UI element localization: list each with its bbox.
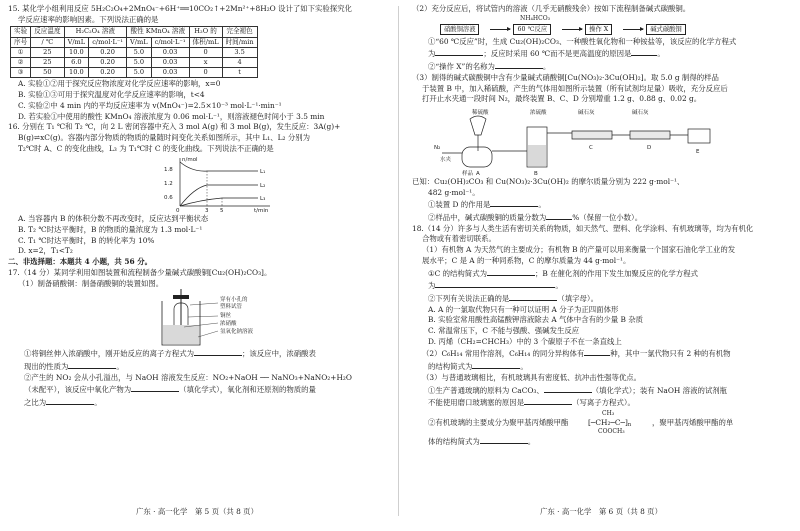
q18-3-b-text-2: ，聚甲基丙烯酸甲酯的单 — [652, 417, 734, 427]
page-footer: 广东 · 高一化学 第 5 页（共 8 页） — [136, 507, 258, 517]
table-header-cell: c/mol·L⁻¹ — [89, 37, 127, 47]
apparatus-label: C — [589, 144, 593, 151]
q17-1-a-line-2: 现出的性质为 。 — [24, 361, 124, 371]
arrow-icon — [623, 29, 643, 30]
left-page — [8, 4, 386, 522]
table-header-cell: c/mol·L⁻¹ — [151, 37, 189, 47]
apparatus-label: D — [647, 144, 652, 151]
q17-2-a-line-1: ①“60 ℃反应”时，生成 Cu₂(OH)₂CO₃、一种酸性氧化物和一种铵盐等，该反应的化学方程式 — [428, 36, 737, 46]
q16-option-b: B. T₂ ℃时达平衡时，B 的物质的量浓度为 1.3 mol·L⁻¹ — [18, 225, 203, 235]
answer-blank[interactable] — [131, 383, 179, 392]
flow-step: 操作 X — [585, 24, 612, 35]
q15-stem-line-1: 15. 某化学小组利用反应 5H₂C₂O₄+2MnO₄⁻+6H⁺══10CO₂↑+2Mn²⁺+8H₂O 设计了如下实验探究化 — [8, 4, 352, 13]
experiment-table — [10, 26, 258, 78]
table-header-cell: 酸性 KMnO₄ 溶液 — [127, 27, 189, 37]
table-cell: 10.0 — [64, 68, 89, 78]
apparatus-label: 穿有小孔的 — [220, 297, 248, 304]
q16-stem-line-3: T₂℃时 A、C 的变化曲线，L₃ 为 T₁℃时 C 的变化曲线。下列说法不正确的是 — [18, 143, 274, 153]
flow-step: 硝酸铜溶液 — [440, 24, 479, 35]
answer-blank[interactable] — [546, 211, 572, 220]
q18-3-a-line-2: 不能使用磨口玻璃塞的原因是 （写离子方程式）。 — [428, 398, 635, 408]
q17-2-a-line-2: 为 ；反应时采用 60 ℃而不是更高温度的原因是 。 — [428, 49, 665, 59]
table-row — [11, 68, 258, 78]
table-cell: 0.03 — [151, 58, 189, 68]
table-header-cell: 序号 — [11, 37, 31, 47]
graph-curve-l3 — [180, 198, 258, 206]
flow-reagent: NH₄HCO₃ — [520, 14, 551, 22]
flow-step: 碱式碳酸铜 — [646, 24, 685, 35]
answer-blank[interactable] — [487, 267, 535, 276]
q17-1-b-line-1: ②产生的 NO₂ 会从小孔溢出，与 NaOH 溶液发生反应：NO₂+NaOH ── NaNO₃+NaNO₂+H₂O — [24, 372, 352, 382]
table-cell: ① — [11, 47, 31, 57]
answer-blank[interactable] — [68, 360, 116, 369]
answer-blank[interactable] — [584, 347, 610, 356]
q16-option-d: D. x=2，T₁<T₂ — [18, 246, 73, 256]
polymer-methyl: CH₃ — [602, 409, 615, 417]
answer-blank[interactable] — [480, 435, 528, 444]
table-header-cell: 实验 — [11, 27, 31, 37]
answer-blank[interactable] — [490, 198, 538, 207]
table-cell: ③ — [11, 68, 31, 78]
table-cell: 4 — [222, 58, 257, 68]
graph-y-tick: 1.2 — [164, 181, 173, 188]
apparatus-label: 浓硝酸 — [220, 321, 237, 328]
section-heading: 二、非选择题：本题共 4 小题，共 56 分。 — [8, 257, 152, 267]
q18-1-option-b: B. 实验室常用酸性高锰酸钾溶液除去 A 气体中含有的少量 B 杂质 — [428, 315, 644, 325]
table-header-cell: V/mL — [127, 37, 152, 47]
graph-curve-label: L₂ — [260, 183, 266, 190]
bottle-b-liquid — [528, 145, 546, 166]
polymer-backbone: [─CH₂─C─]n — [588, 417, 632, 428]
graph-x-tick: 3 — [205, 208, 209, 215]
leader-line — [190, 303, 218, 305]
answer-blank[interactable] — [495, 60, 543, 69]
table-header-row-1 — [11, 27, 258, 37]
q16-stem-line-1: 16. 分别在 T₁ ℃和 T₂ ℃，向 2 L 密闭容器中充入 3 mol A(g) 和 3 mol B(g)，发生反应：3A(g)+ — [8, 122, 341, 132]
apparatus-label: 铜丝 — [220, 313, 232, 320]
drying-tube-d-shape — [630, 131, 670, 139]
absorption-apparatus — [432, 105, 762, 177]
right-page — [412, 4, 790, 522]
answer-blank[interactable] — [194, 347, 242, 356]
q17-1-b-line-3: 之比为 。 — [24, 398, 102, 408]
graph-y-label: n/mol — [182, 157, 198, 164]
table-header-cell: / ℃ — [31, 37, 64, 47]
q17-3-note-line-2: 482 g·mol⁻¹。 — [428, 187, 480, 197]
table-cell: x — [189, 58, 222, 68]
table-header-cell: 体积/mL — [189, 37, 222, 47]
q16-stem-line-2: B(g)⇌xC(g)。容器内部分物质的物质的量随时间变化关系如图所示，其中 L₁、L₂ 分别为 — [18, 132, 310, 142]
table-cell: 10.0 — [64, 47, 89, 57]
graph-x-label: t/min — [254, 208, 269, 215]
q18-3-b-text: ②有机玻璃的主要成分为聚甲基丙烯酸甲酯 — [428, 417, 569, 427]
polymer-ester: COOCH₃ — [598, 427, 625, 435]
q18-1-line-2: 展水平；C 是 A 的一种同系物，C 的摩尔质量为 44 g·mol⁻¹。 — [422, 255, 631, 265]
q16-option-a: A. 当容器内 B 的体积分数不再改变时，反应达到平衡状态 — [18, 214, 209, 224]
table-cell: 5.0 — [127, 68, 152, 78]
table-cell: 0 — [189, 68, 222, 78]
apparatus-label: 稀硫酸 — [472, 109, 489, 116]
q17-3-b: ②样品中，碱式碳酸铜的质量分数为 %（保留一位小数）。 — [428, 213, 643, 223]
q17-3-line-2: 于装置 B 中，加入稀硫酸，产生的气体用如图所示装置（所有试剂均足量）吸收，充分反应后 — [422, 83, 728, 93]
q15-option-a: A. 实验①②用于探究反应物浓度对化学反应速率的影响，x=0 — [18, 79, 221, 89]
tube-e-shape — [688, 129, 710, 143]
q18-1-option-a: A. A 的一氯取代物只有一种可以证明 A 分子为正四面体形 — [428, 304, 619, 314]
apparatus-label: N₂ — [434, 144, 441, 151]
q18-1-option-d: D. 丙烯（CH₂=CHCH₃）中的 3 个碳原子不在一条直线上 — [428, 336, 622, 346]
q17-3-note-line-1: 已知：Cu₂(OH)₂CO₃ 和 Cu(NO₃)₂·3Cu(OH)₂ 的摩尔质量分别为 222 g·mol⁻¹、 — [412, 176, 685, 186]
graph-y-tick: 0.6 — [164, 195, 173, 202]
table-header-cell: 反应温度 — [31, 27, 64, 37]
table-cell: 0.03 — [151, 68, 189, 78]
process-flow — [440, 24, 790, 35]
apparatus-label: B — [534, 170, 538, 177]
table-cell: t — [222, 68, 257, 78]
graph-y-tick: 1.8 — [164, 167, 173, 174]
table-row — [11, 47, 258, 57]
q17-3-line-3: 打开止水夹通一段时间 N₂，最终装置 B、C、D 分别增重 1.2 g、0.88 g、0.02 g。 — [422, 94, 702, 104]
q18-stem-line-2: 合物或有着密切联系。 — [422, 234, 496, 244]
table-header-cell: H₂O 的 — [189, 27, 222, 37]
table-header-cell: 时间/min — [222, 37, 257, 47]
apparatus-label: 浓硫酸 — [530, 109, 547, 116]
q18-3-a-line-1: ①生产普通玻璃的原料为 CaCO₃、 （填化学式）；装有 NaOH 溶液的试剂瓶 — [428, 385, 728, 395]
q18-stem-line-1: 18.（14 分）许多与人类生活有密切关系的物质，如天然气、塑料、化学涂料、有机玻璃等，均为有机化 — [412, 223, 754, 233]
table-header-row-2 — [11, 37, 258, 47]
page-footer: 广东 · 高一化学 第 6 页（共 8 页） — [540, 507, 662, 517]
q17-stem-line-1: 17.（14 分）某同学利用如图装置和流程制备少量碱式碳酸铜[Cu₂(OH)₂CO₃]。 — [8, 267, 272, 277]
q18-1-a-line-1: ①C 的结构简式为 ；B 在催化剂的作用下发生加聚反应的化学方程式 — [428, 268, 698, 278]
apparatus-label: 氢氧化钠溶液 — [220, 329, 254, 336]
flow-step: 60 ℃反应 — [513, 24, 551, 35]
q18-1-a-line-2: 为 。 — [428, 281, 563, 291]
table-cell: 6.0 — [64, 58, 89, 68]
table-row — [11, 58, 258, 68]
q18-1-line-1: （1）有机物 A 为天然气的主要成分；有机物 B 的产量可以用来衡量一个国家石油化学工业的发 — [422, 245, 736, 255]
table-cell: 0.20 — [89, 58, 127, 68]
flask-a-shape — [462, 147, 492, 167]
table-cell: 5.0 — [127, 47, 152, 57]
q18-2-line-2: 的结构简式为 。 — [428, 362, 528, 372]
table-header-cell: 完全褪色 — [222, 27, 257, 37]
q15-option-c: C. 实验②中 4 min 内的平均反应速率为 v(MnO₄⁻)=2.5×10⁻³ mol·L⁻¹·min⁻¹ — [18, 100, 282, 110]
q18-1-b: ②下列有关说法正确的是 （填字母）。 — [428, 293, 598, 303]
graph-curve-label: L₃ — [260, 196, 266, 203]
q17-2-stem: （2）充分反应后，将试管内的溶液（几乎无硝酸残余）按如下流程制备碱式碳酸铜。 — [412, 4, 691, 13]
table-cell: 0.03 — [151, 47, 189, 57]
q17-1-b-line-2: （未配平），该反应中氧化产物为 （填化学式），氧化剂和还原剂的物质的量 — [24, 385, 316, 395]
q15-stem-line-2: 学反应速率的影响因素。下列说法正确的是 — [18, 14, 159, 24]
q18-3-b-block — [412, 409, 790, 435]
q17-1-a-line-1: ①将铜丝伸入浓硝酸中，刚开始反应的离子方程式为 ；该反应中，浓硝酸表 — [24, 349, 316, 359]
dropping-funnel-shape — [470, 116, 486, 135]
table-cell: ② — [11, 58, 31, 68]
answer-blank[interactable] — [544, 384, 592, 393]
apparatus-label: 水夹 — [440, 156, 452, 163]
table-header-cell: H₂C₂O₄ 溶液 — [64, 27, 126, 37]
table-cell: 0.20 — [89, 47, 127, 57]
apparatus-label: 碱石灰 — [632, 109, 649, 116]
table-header-cell: V/mL — [64, 37, 89, 47]
table-cell: 25 — [31, 47, 64, 57]
arrow-icon — [562, 29, 582, 30]
graph-x-tick: 0 — [176, 208, 180, 215]
q18-2-line-1: （2）C₆H₁₄ 常用作溶剂，C₆H₁₄ 的同分异构体有 种，其中一氯代物只有 2 种的有机物 — [422, 349, 731, 359]
apparatus-label: A — [476, 170, 480, 177]
leader-line — [188, 316, 218, 317]
graph-x-tick: 5 — [220, 208, 224, 215]
arrow-icon — [490, 29, 510, 30]
table-cell: 0 — [189, 47, 222, 57]
graph-curve-label: L₁ — [260, 169, 266, 176]
answer-blank[interactable] — [435, 47, 483, 56]
answer-blank[interactable] — [524, 396, 572, 405]
answer-blank[interactable] — [509, 292, 557, 301]
solution-fill-shape — [163, 325, 199, 344]
table-cell: 3.5 — [222, 47, 257, 57]
graph-curve-l1 — [180, 162, 258, 171]
q15-option-d: D. 若实验①中使用的酸性 KMnO₄ 溶液浓度为 0.06 mol·L⁻¹，则溶液褪色时间小于 3.5 min — [18, 111, 325, 121]
leader-line — [198, 331, 218, 337]
q17-3-line-1: （3）制得的碱式碳酸铜中含有少量碱式硝酸铜[Cu(NO₃)₂·3Cu(OH)₂]。取 5.0 g 制得的样品 — [412, 72, 719, 82]
q17-3-a: ①装置 D 的作用是 。 — [428, 200, 546, 210]
mole-time-graph — [158, 154, 278, 214]
answer-blank[interactable] — [472, 360, 520, 369]
answer-blank[interactable] — [435, 279, 555, 288]
apparatus-label: 碱石灰 — [578, 109, 595, 116]
answer-blank[interactable] — [631, 47, 657, 56]
apparatus-label: 塑料试管 — [220, 304, 243, 311]
table-cell: 5.0 — [127, 58, 152, 68]
q18-3-b-line-2: 体的结构简式为 。 — [428, 436, 536, 446]
q17-stem-line-2: （1）制备硝酸铜：制备硝酸铜的装置如图。 — [18, 278, 164, 288]
drying-tube-c-shape — [572, 131, 612, 139]
apparatus-label: E — [696, 148, 700, 155]
table-cell: 50 — [31, 68, 64, 78]
answer-blank[interactable] — [46, 396, 94, 405]
q18-3-stem: （3）与普通玻璃相比，有机玻璃具有密度低、抗冲击性强等优点。 — [422, 372, 642, 382]
apparatus-label: 样品 — [462, 170, 474, 177]
nitric-acid-apparatus — [118, 289, 338, 347]
table-cell: 0.20 — [89, 68, 127, 78]
q16-option-c: C. T₁ ℃时达平衡时，B 的转化率为 10% — [18, 235, 155, 245]
q18-1-option-c: C. 常温常压下，C 不能与强酸、强碱发生反应 — [428, 326, 580, 336]
page-divider — [398, 6, 399, 516]
table-cell: 25 — [31, 58, 64, 68]
q17-2-b: ②“操作 X”的名称为 。 — [428, 62, 551, 72]
q15-option-b: B. 实验①③可用于探究温度对化学反应速率的影响，t<4 — [18, 90, 205, 100]
